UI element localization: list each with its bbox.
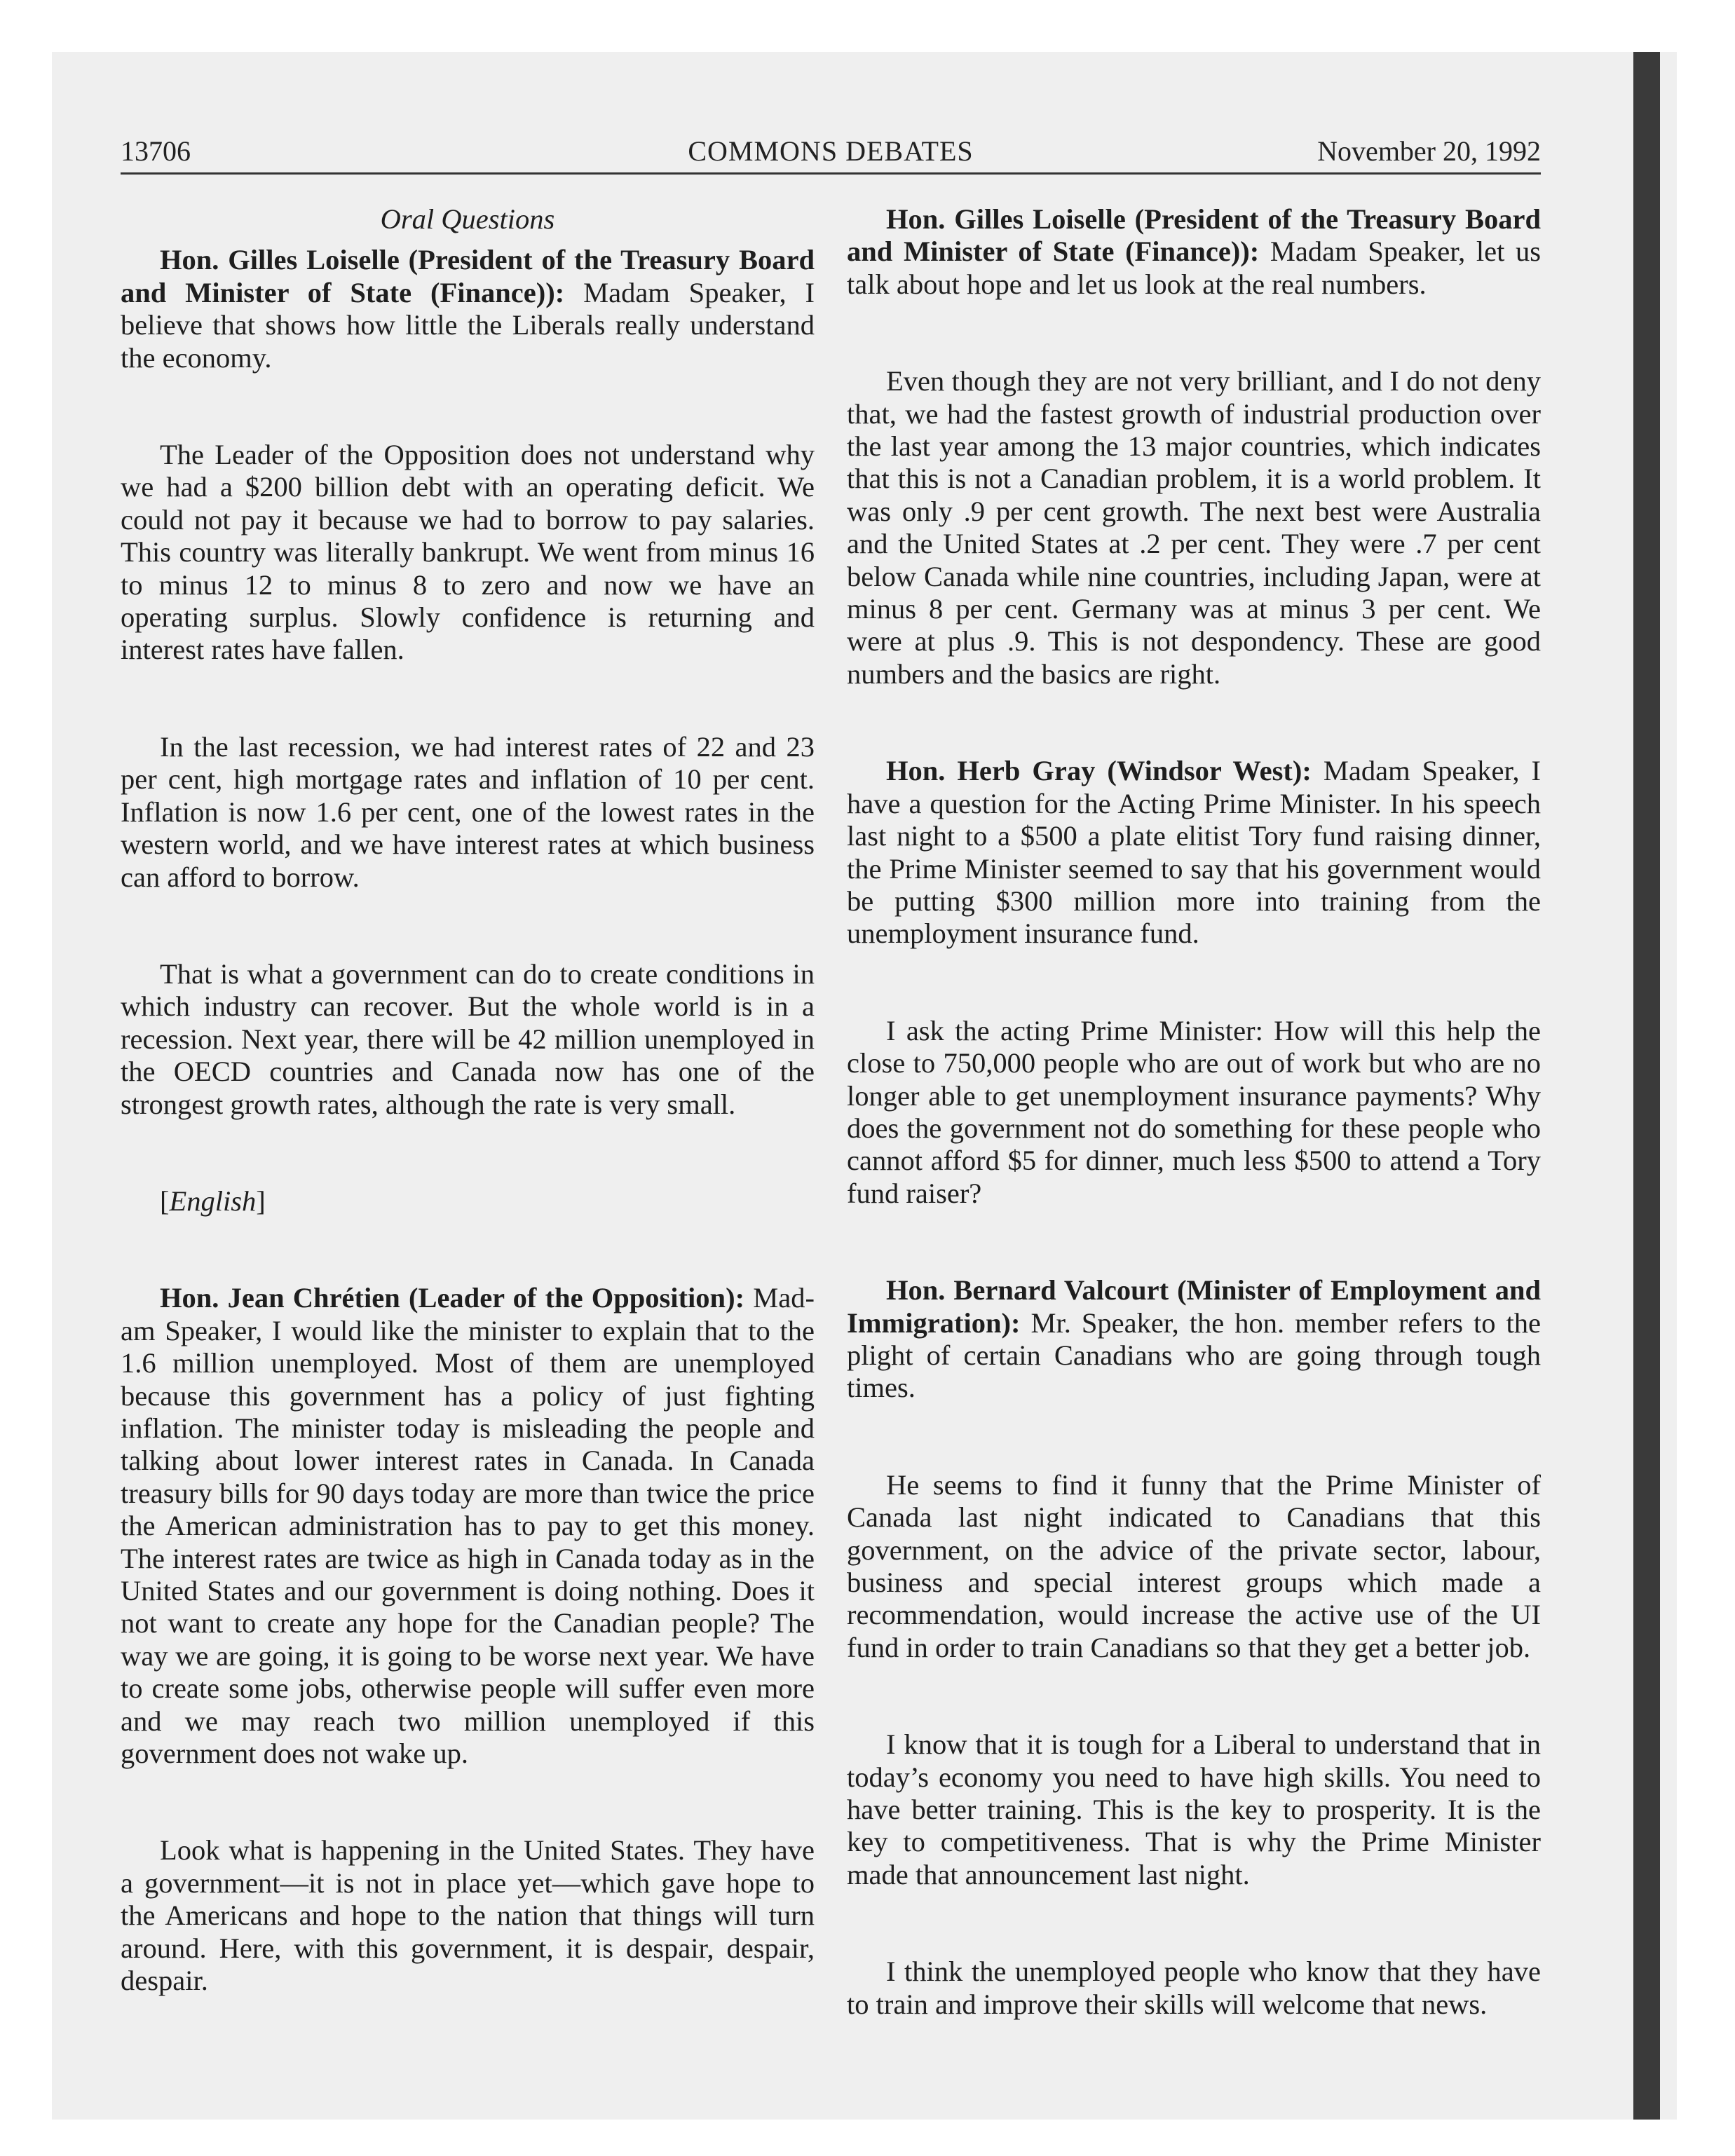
paragraph: Even though they are not very brilliant, and I do not deny that, we had the fastest growth of industrial production over the last year among the 13 major countries, which indicates that this is not a Canadian problem, it is a world problem. It was only .9 per cent growth. The next best were Australia and the United States at .2 per cent. They were .7 per cent below Canada while nine countries, including Japan, were at minus 8 per cent. Germany was at minus 3 per cent. We were at plus .9. This is not despondency. These are good numbers and the basics are right. <box>847 365 1541 690</box>
paragraph <box>121 244 815 374</box>
paragraph: Look what is happening in the United States. They have a government—it is not in place yet—which gave hope to the Americans and hope to the nation that things will turn around. Here, with this government, it is despair, despair, despair. <box>121 1834 815 1997</box>
left-column <box>121 203 815 1997</box>
paragraph <box>847 755 1541 950</box>
paragraph: I know that it is tough for a Liberal to understand that in today’s economy you need to have high skills. You need to have better training. This is the key to prosperity. It is the key to competitiveness. That is why the Prime Minister made that announcement last night. <box>847 1728 1541 1890</box>
language-name: English <box>169 1185 257 1217</box>
paragraph <box>121 1282 815 1770</box>
running-header <box>121 135 1541 174</box>
paragraph: In the last recession, we had interest rates of 22 and 23 per cent, high mortgage rates and inflation of 10 per cent. Inflation is now 1.6 per cent, one of the lowest rates in the western world, and we have interest rates at which business can afford to borrow. <box>121 730 815 893</box>
section-heading: Oral Questions <box>380 203 555 235</box>
page-number: 13706 <box>121 135 191 167</box>
paragraph <box>847 203 1541 301</box>
speech-text: Madam Speaker, let us talk about hope and let us look at the real numbers. <box>847 236 1541 300</box>
language-note: [English] <box>160 1185 266 1217</box>
paragraph <box>847 1274 1541 1405</box>
paragraph: I think the unemployed people who know that they have to train and improve their skills will welcome that news. <box>847 1956 1541 2020</box>
speaker-name: Hon. Herb Gray (Windsor West): <box>886 755 1312 787</box>
speech-text: Madam Speaker, I have a question for the Acting Prime Minister. In his speech last night to a $500 a plate elitist Tory fund raising dinner, the Prime Minister seemed to say that his government would be putting $300 million more into training from the unemployment insurance fund. <box>847 755 1541 950</box>
publication-title: COMMONS DEBATES <box>688 135 974 167</box>
paragraph: He seems to find it funny that the Prime Minister of Canada last night indicated to Canadians that this government, on the advice of the private sector, labour, business and special interest groups which made a recommendation, would increase the active use of the UI fund in order to train Canadians so that they get a better job. <box>847 1468 1541 1663</box>
paragraph: I ask the acting Prime Minister: How will this help the close to 750,000 people who are out of work but who are no longer able to get unemployment insurance payments? Why does the government not do something for these people who cannot afford $5 for dinner, much less $500 to attend a Tory fund raiser? <box>847 1014 1541 1209</box>
binding-edge <box>1633 52 1660 2120</box>
speaker-name: Hon. Gilles Loiselle (President of the Treasury Board and Minister of State (Finance)): <box>121 244 815 308</box>
paragraph: The Leader of the Opposition does not understand why we had a $200 billion debt with an operating deficit. We could not pay it because we had to borrow to pay salaries. This country was literally bankrupt. We went from minus 16 to minus 12 to minus 8 to zero and now we have an operating surplus. Slowly confidence is returning and interest rates have fallen. <box>121 439 815 666</box>
speech-text: Madam Speaker, I believe that shows how little the Liberals really understand the economy. <box>121 276 815 374</box>
speaker-name: Hon. Bernard Valcourt (Minister of Employment and Immigration): <box>847 1274 1541 1339</box>
header-rule <box>121 172 1541 175</box>
speaker-name: Hon. Jean Chrétien (Leader of the Opposition): <box>160 1282 745 1314</box>
speech-text: Madam Speaker, I would like the minister to explain that to the 1.6 million unemployed. Most of them are unemployed because this government has a policy of just fighting inflation. The minister today is misleading the people and talking about lower interest rates in Canada. In Canada treasury bills for 90 days today are more than twice the price the American administration has to pay to get this money. The interest rates are twice as high in Canada today as in the United States and our government is doing nothing. Does it not want to create any hope for the Canadian people? The way we are going, it is going to be worse next year. We have to create some jobs, otherwise people will suffer even more and we may reach two million unemployed if this government does not wake up. <box>121 1282 815 1770</box>
right-column <box>847 203 1541 2021</box>
publication-date: November 20, 1992 <box>1317 135 1541 167</box>
speech-text: Mr. Speaker, the hon. member refers to the plight of certain Canadians who are going through tough times. <box>847 1306 1541 1404</box>
speaker-name: Hon. Gilles Loiselle (President of the Treasury Board and Minister of State (Finance)): <box>847 203 1541 268</box>
paragraph: That is what a government can do to create conditions in which industry can recover. But the whole world is in a recession. Next year, there will be 42 million unemployed in the OECD countries and Canada now has one of the strongest growth rates, although the rate is very small. <box>121 957 815 1120</box>
